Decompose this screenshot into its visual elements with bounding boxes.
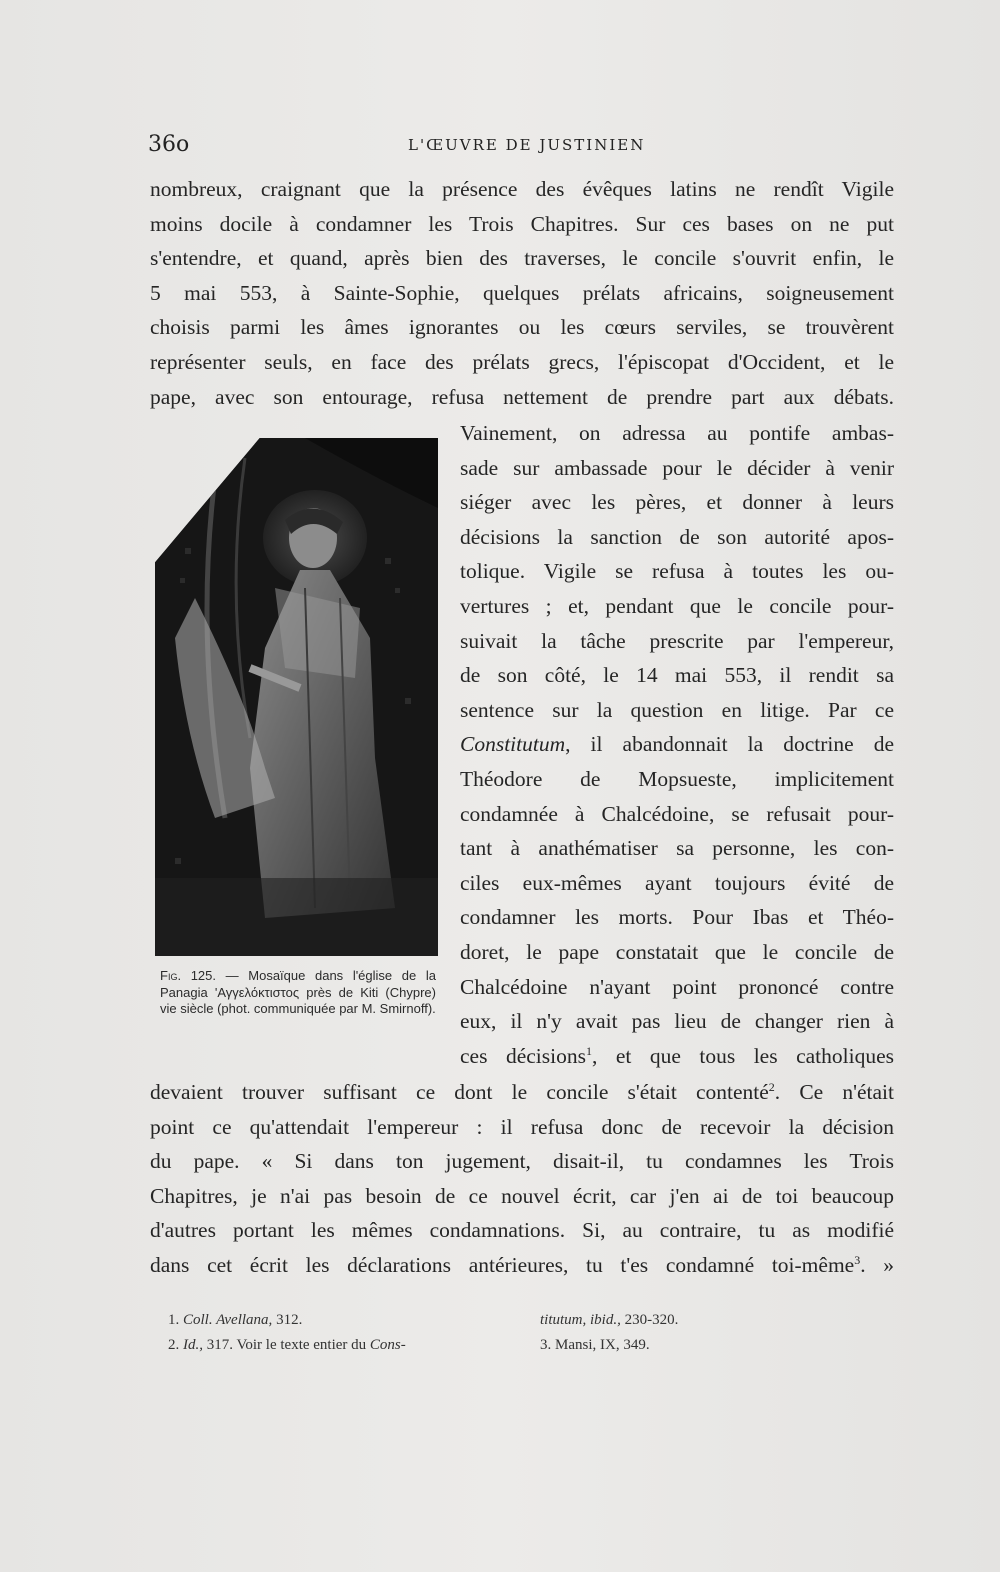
figure-label: Fig. 125. bbox=[160, 968, 216, 983]
footnote-ref: 1 bbox=[585, 1043, 592, 1058]
text-fragment: . » bbox=[860, 1252, 894, 1277]
text-line bbox=[150, 1248, 894, 1283]
footnote-ref: 3 bbox=[854, 1252, 861, 1267]
top-paragraph bbox=[150, 172, 894, 414]
footnote-1 bbox=[168, 1308, 528, 1333]
text-line: sade sur ambassade pour le décider à venir bbox=[460, 455, 894, 480]
text-line: de son côté, le 14 mai 553, il rendit sa bbox=[460, 663, 894, 688]
constitutum-title: Constitutum bbox=[460, 732, 566, 757]
text-line: eux, il n'y avait pas lieu de changer rien à bbox=[460, 1009, 894, 1034]
text-line bbox=[150, 1075, 894, 1110]
mosaic-angel-image bbox=[155, 438, 438, 956]
text-line bbox=[460, 1039, 894, 1074]
footnote-text: 312. bbox=[272, 1312, 303, 1328]
running-title: L'ŒUVRE DE JUSTINIEN bbox=[408, 136, 646, 154]
page-number: 36o bbox=[148, 132, 190, 157]
text-line: suivait la tâche prescrite par l'empereur, bbox=[460, 628, 894, 653]
footnote-text: 230-320. bbox=[620, 1312, 679, 1328]
text-line: Théodore de Mopsueste, implicitement bbox=[460, 766, 894, 791]
text-line: nombreux, craignant que la présence des évêques latins ne rendît Vigile bbox=[150, 177, 894, 201]
mosaic-figure bbox=[155, 438, 438, 956]
page-header bbox=[148, 132, 893, 162]
text-fragment: , il abandonnait la doctrine de bbox=[565, 732, 894, 757]
text-line: Chalcédoine n'ayant point prononcé contre bbox=[460, 974, 894, 999]
figure-caption bbox=[160, 968, 436, 1018]
text-line: condamner les morts. Pour Ibas et Théo- bbox=[460, 905, 894, 930]
footnote-text: 317. Voir le texte entier du bbox=[203, 1337, 370, 1353]
text-line: tolique. Vigile se refusa à toutes les ou- bbox=[460, 559, 894, 584]
text-line: moins docile à condamner les Trois Chapitres. Sur ces bases on ne put bbox=[150, 211, 894, 236]
text-line: décisions la sanction de son autorité apos- bbox=[460, 524, 894, 549]
footnote-text: Mansi, IX, 349. bbox=[551, 1337, 650, 1353]
text-line: doret, le pape constatait que le concile de bbox=[460, 939, 894, 964]
text-line: tant à anathématiser sa personne, les con- bbox=[460, 836, 894, 861]
text-line: Vainement, on adressa au pontife ambas- bbox=[460, 421, 894, 445]
footnote-ref: 2 bbox=[768, 1079, 775, 1094]
text-line: représenter seuls, en face des prélats grecs, l'épiscopat d'Occident, et le bbox=[150, 349, 894, 374]
text-line: condamnée à Chalcédoine, se refusait pour- bbox=[460, 801, 894, 826]
text-fragment: ces décisions bbox=[460, 1043, 586, 1068]
text-fragment: devaient trouver suffisant ce dont le concile s'était contenté bbox=[150, 1080, 769, 1104]
text-line: Chapitres, je n'ai pas besoin de ce nouvel écrit, car j'en ai de toi beaucoup bbox=[150, 1183, 894, 1208]
footnote-number: 1. bbox=[168, 1312, 180, 1328]
text-line: siéger avec les pères, et donner à leurs bbox=[460, 490, 894, 515]
footnote-3 bbox=[540, 1333, 880, 1358]
text-line: pape, avec son entourage, refusa nettement de prendre part aux débats. bbox=[150, 384, 894, 409]
footnote-italic: Id., bbox=[183, 1337, 203, 1353]
text-line: s'entendre, et quand, après bien des traverses, le concile s'ouvrit enfin, le bbox=[150, 246, 894, 271]
text-fragment: , et que tous les catholiques bbox=[591, 1043, 895, 1068]
side-paragraph bbox=[460, 416, 894, 1073]
text-line: vertures ; et, pendant que le concile pour- bbox=[460, 593, 894, 618]
text-line: 5 mai 553, à Sainte-Sophie, quelques prélats africains, soigneusement bbox=[150, 280, 894, 305]
text-fragment: dans cet écrit les déclarations antérieures, tu t'es condamné toi-même bbox=[150, 1252, 855, 1277]
text-line: d'autres portant les mêmes condamnations. Si, au contraire, tu as modifié bbox=[150, 1218, 894, 1243]
text-fragment: . Ce n'était bbox=[774, 1080, 894, 1104]
footnote-number: 2. bbox=[168, 1337, 180, 1353]
caption-text: — Mosaïque dans l'église de la Panagia 'Αγγελόκτιστος près de Kiti (Chypre) vie siècle (phot. communiquée par M. Smirnoff). bbox=[160, 968, 437, 1016]
footnote-italic: Cons- bbox=[369, 1337, 406, 1353]
footnotes-left-column bbox=[168, 1308, 528, 1358]
text-line: sentence sur la question en litige. Par ce bbox=[460, 697, 894, 722]
text-line: point ce qu'attendait l'empereur : il refusa donc de recevoir la décision bbox=[150, 1114, 894, 1139]
footnote-number: 3. bbox=[540, 1337, 552, 1353]
footnote-2-continued bbox=[540, 1308, 880, 1333]
text-line: du pape. « Si dans ton jugement, disait-il, tu condamnes les Trois bbox=[150, 1149, 894, 1174]
text-line: ciles eux-mêmes ayant toujours évité de bbox=[460, 870, 894, 895]
text-line bbox=[460, 727, 894, 762]
text-line: choisis parmi les âmes ignorantes ou les cœurs serviles, se trouvèrent bbox=[150, 315, 894, 340]
footnote-2 bbox=[168, 1333, 528, 1358]
bottom-paragraph bbox=[150, 1075, 894, 1283]
footnote-italic: Coll. Avellana, bbox=[183, 1312, 273, 1328]
footnote-italic: titutum, ibid., bbox=[540, 1312, 621, 1328]
footnotes-right-column bbox=[540, 1308, 880, 1358]
